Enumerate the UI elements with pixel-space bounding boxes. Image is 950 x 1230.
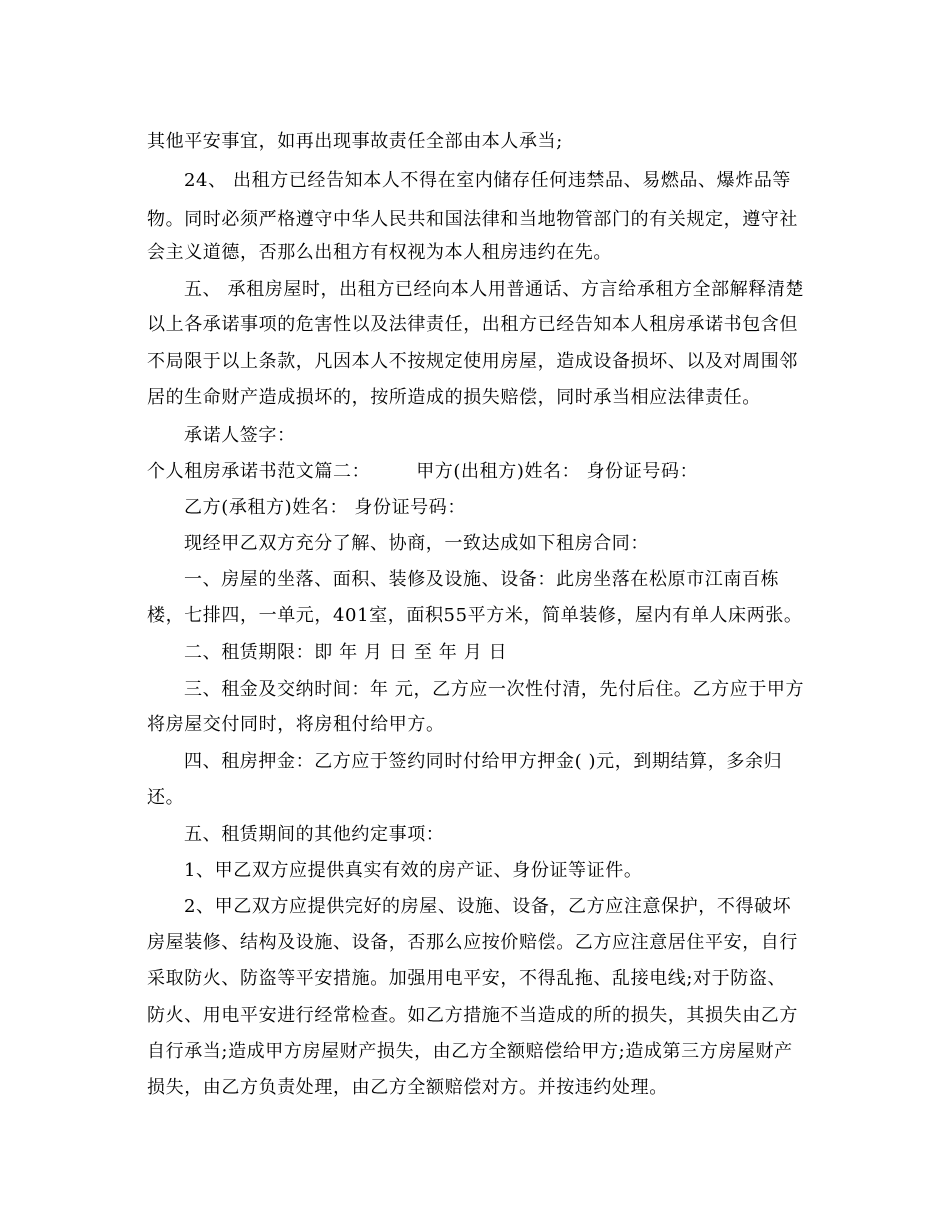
text-line: 三、租金及交纳时间：年 元，乙方应一次性付清，先付后住。乙方应于甲方 xyxy=(184,679,805,700)
text-line: 采取防火、防盗等平安措施。加强用电平安，不得乱拖、乱接电线;对于防盗、 xyxy=(147,968,787,989)
text-line: 四、租房押金：乙方应于签约同时付给甲方押金( )元，到期结算，多余归 xyxy=(184,751,783,772)
text-line: 自行承当;造成甲方房屋财产损失，由乙方全额赔偿给甲方;造成第三方房屋财产 xyxy=(147,1041,793,1062)
text-line: 现经甲乙双方充分了解、协商，一致达成如下租房合同： xyxy=(184,533,649,554)
party-a-line: 甲方(出租方)姓名： 身份证号码： xyxy=(416,461,699,482)
heading-title: 个人租房承诺书范文篇二： xyxy=(147,461,371,482)
text-line: 损失，由乙方负责处理，由乙方全额赔偿对方。并按违约处理。 xyxy=(147,1077,668,1098)
section-heading xyxy=(147,459,807,485)
signature-label: 承诺人签字： xyxy=(184,425,296,446)
text-line: 不局限于以上条款，凡因本人不按规定使用房屋，造成设备损坏、以及对周围邻 xyxy=(147,351,798,372)
text-line: 以上各承诺事项的危害性以及法律责任，出租方已经告知本人租房承诺书包含但 xyxy=(147,314,798,335)
text-line: 1、甲乙双方应提供真实有效的房产证、身份证等证件。 xyxy=(184,860,643,881)
text-line: 二、租赁期限：即 年 月 日 至 年 月 日 xyxy=(184,642,508,663)
text-line: 2、甲乙双方应提供完好的房屋、设施、设备，乙方应注意保护，不得破坏 xyxy=(184,896,792,917)
text-line: 五、 承租房屋时，出租方已经向本人用普通话、方言给承租方全部解释清楚 xyxy=(184,279,805,300)
text-line: 还。 xyxy=(147,787,185,808)
text-line: 物。同时必须严格遵守中华人民共和国法律和当地物管部门的有关规定，遵守社 xyxy=(147,209,798,230)
text-line: 其他平安事宜，如再出现事故责任全部由本人承当; xyxy=(147,131,563,152)
text-line: 房屋装修、结构及设施、设备，否那么应按价赔偿。乙方应注意居住平安，自行 xyxy=(147,932,798,953)
text-line: 居的生命财产造成损坏的，按所造成的损失赔偿，同时承当相应法律责任。 xyxy=(147,387,761,408)
text-line: 会主义道德，否那么出租方有权视为本人租房违约在先。 xyxy=(147,242,612,263)
text-line: 防火、用电平安进行经常检查。如乙方措施不当造成的所的损失，其损失由乙方 xyxy=(147,1005,798,1026)
party-b-line: 乙方(承租方)姓名： 身份证号码： xyxy=(184,497,466,518)
text-line: 将房屋交付同时，将房租付给甲方。 xyxy=(147,714,445,735)
text-line: 24、 出租方已经告知本人不得在室内储存任何违禁品、易燃品、爆炸品等 xyxy=(184,170,792,191)
text-line: 一、房屋的坐落、面积、装修及设施、设备：此房坐落在松原市江南百栋 xyxy=(184,569,780,590)
text-line: 楼，七排四，一单元，401室，面积55平方米，简单装修，屋内有单人床两张。 xyxy=(147,605,803,626)
text-line: 五、租赁期间的其他约定事项： xyxy=(184,824,445,845)
